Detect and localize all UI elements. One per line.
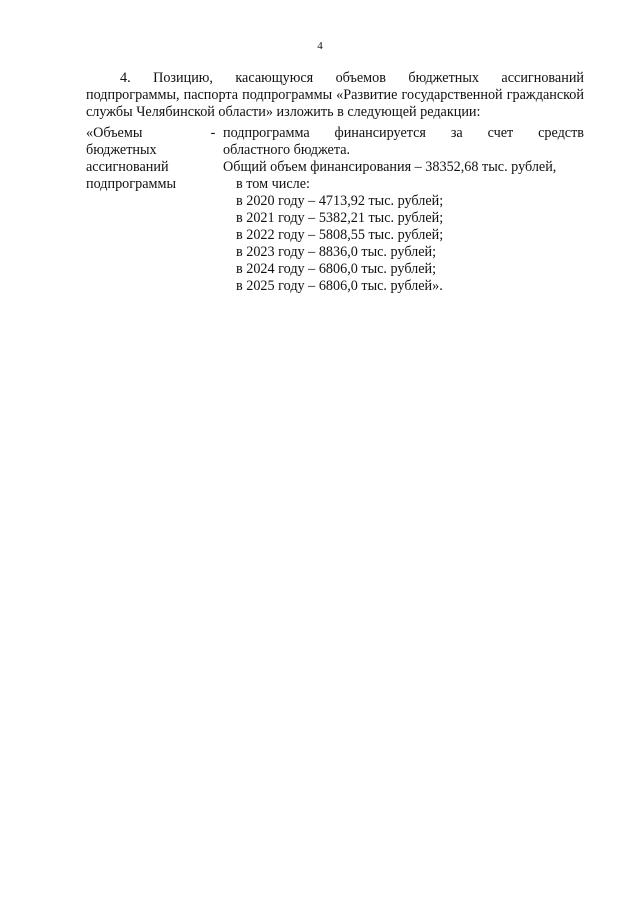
year-funding-2021: в 2021 году – 5382,21 тыс. рублей; [236,210,444,226]
table-right-column [223,125,584,295]
amendment-paragraph [86,70,584,121]
left-line: «Объемы [86,125,143,141]
funding-source-line-2: областного бюджета. [223,142,351,158]
table-dash: - [210,125,216,141]
total-funding-line: Общий объем финансирования – 38352,68 тыс. рублей, [223,159,557,175]
left-line: подпрограммы [86,176,176,192]
left-line: бюджетных [86,142,157,158]
year-funding-2024: в 2024 году – 6806,0 тыс. рублей; [236,261,437,277]
including-label: в том числе: [236,176,310,192]
year-funding-2025: в 2025 году – 6806,0 тыс. рублей». [236,278,443,294]
year-funding-2023: в 2023 году – 8836,0 тыс. рублей; [236,244,437,260]
paragraph-number: 4. [120,70,131,86]
paragraph-text: Позицию, касающуюся объемов бюджетных ассигнований подпрограммы, паспорта подпрограммы «Развитие государственной гражданской службы Челябинской области» изложить в следующей редакции: [86,70,585,120]
table-left-column [86,125,216,193]
funding-table [86,125,584,303]
left-line: ассигнований [86,159,169,175]
year-funding-2022: в 2022 году – 5808,55 тыс. рублей; [236,227,444,243]
page-number: 4 [317,40,323,52]
year-funding-2020: в 2020 году – 4713,92 тыс. рублей; [236,193,444,209]
funding-source-line: подпрограмма финансируется за счет средств [223,125,584,141]
